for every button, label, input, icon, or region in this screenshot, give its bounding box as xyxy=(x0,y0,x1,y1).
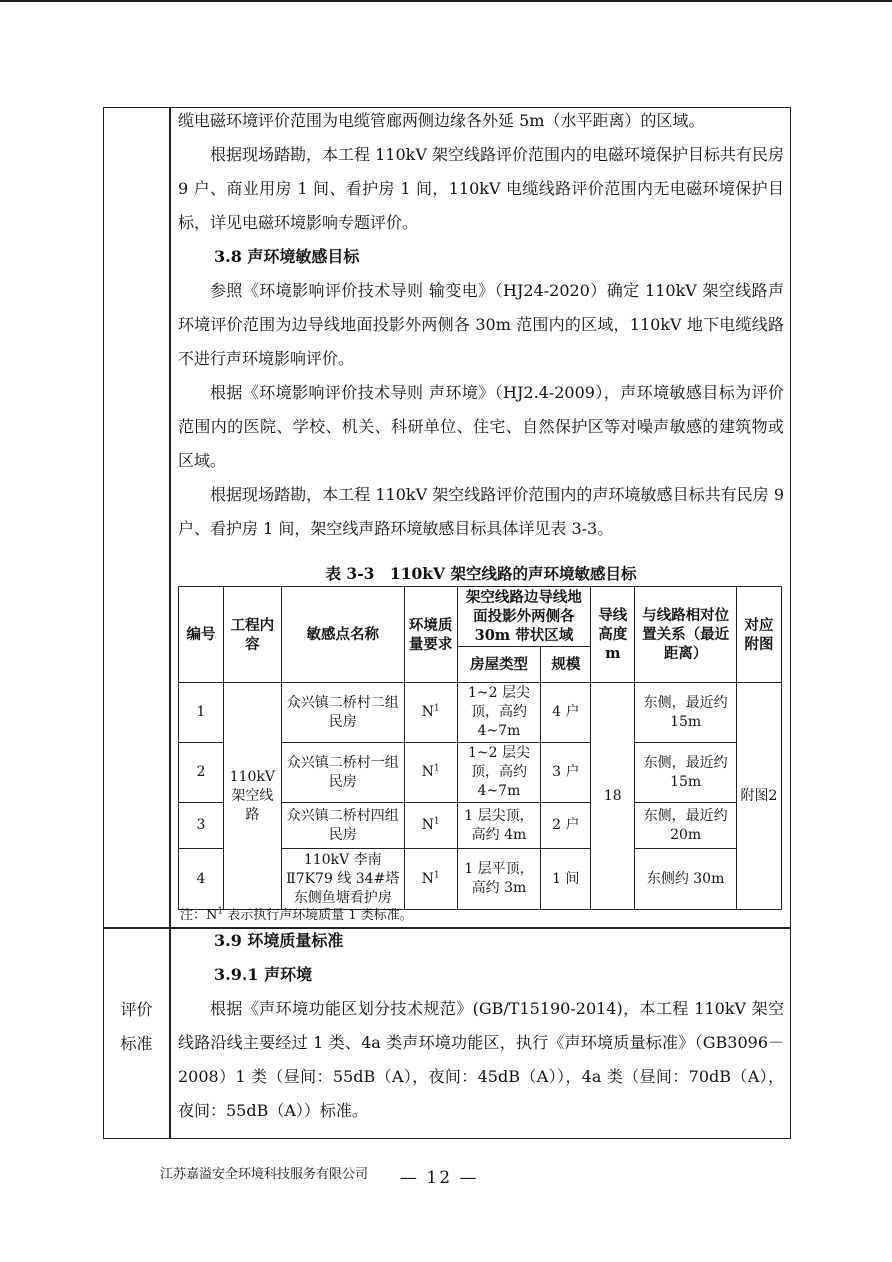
cell-project: 110kV架空线路 xyxy=(223,683,281,910)
cell-figure: 附图2 xyxy=(737,683,782,910)
cell-house-type: 1~2 层尖顶，高约 4~7m xyxy=(457,743,541,803)
header-relation: 与线路相对位置关系（最近距离） xyxy=(635,587,737,683)
cell-relation: 东侧，最近约 15m xyxy=(635,743,737,803)
cell-height: 18 xyxy=(591,683,635,910)
note-sup: 1 xyxy=(217,906,224,917)
cell-relation: 东侧约 30m xyxy=(635,849,737,910)
paragraph-noise-range: 参照《环境影响评价技术导则 输变电》（HJ24-2020）确定 110kV 架空线路声环境评价范围为边导线地面投影外两侧各 30m 范围内的区域，110kV 地下电缆线路不进行声环境影响评价。 xyxy=(178,281,784,368)
cell-house-type: 1 层平顶，高约 3m xyxy=(457,849,541,910)
upper-content xyxy=(178,104,784,546)
cell-scale: 2 户 xyxy=(541,803,591,849)
header-figure: 对应附图 xyxy=(737,587,782,683)
table-title: 表 3-3 110kV 架空线路的声环境敏感目标 xyxy=(325,564,637,583)
cell-relation: 东侧，最近约 20m xyxy=(635,803,737,849)
cell-no: 1 xyxy=(179,683,224,743)
cell-scale: 1 间 xyxy=(541,849,591,910)
section-heading-3-9-1: 3.9.1 声环境 xyxy=(214,965,313,984)
cell-quality xyxy=(404,683,457,743)
quality-base: N xyxy=(421,764,434,780)
header-name: 敏感点名称 xyxy=(281,587,404,683)
cell-house-type: 1~2 层尖顶，高约 4~7m xyxy=(457,683,541,743)
cell-name: 众兴镇二桥村二组民房 xyxy=(281,683,404,743)
page-number: — 12 — xyxy=(400,1168,479,1188)
header-house-type: 房屋类型 xyxy=(457,647,541,683)
quality-sup: 1 xyxy=(433,816,440,827)
note-prefix: 注：N xyxy=(180,908,218,923)
footer-company: 江苏嘉溢安全环境科技服务有限公司 xyxy=(160,1167,369,1182)
paragraph-noise-standard: 根据《声环境功能区划分技术规范》(GB/T15190-2014)，本工程 110kV 架空线路沿线主要经过 1 类、4a 类声环境功能区，执行《声环境质量标准》（GB3096－2008）1 类（昼间：55dB（A），夜间：45dB（A）），4a 类（昼间：70dB（A），夜间：55dB（A））标准。 xyxy=(178,999,784,1120)
section-heading-3-9: 3.9 环境质量标准 xyxy=(214,931,344,950)
note-suffix: 表示执行声环境质量 1 类标准。 xyxy=(223,908,413,923)
paragraph-noise-targets: 根据现场踏勘，本工程 110kV 架空线路评价范围内的声环境敏感目标共有民房 9 户、看护房 1 间，架空线声路环境敏感目标具体详见表 3-3。 xyxy=(178,485,784,538)
side-label-line1: 评价 xyxy=(120,1000,153,1019)
cell-name: 众兴镇二桥村四组民房 xyxy=(281,803,404,849)
quality-sup: 1 xyxy=(433,763,440,774)
cell-house-type: 1 层尖顶，高约 4m xyxy=(457,803,541,849)
side-label-line2: 标准 xyxy=(120,1034,153,1053)
quality-base: N xyxy=(421,870,434,887)
quality-base: N xyxy=(421,817,434,833)
lower-content xyxy=(178,924,784,1128)
cell-no: 4 xyxy=(179,849,224,910)
section-heading-3-8: 3.8 声环境敏感目标 xyxy=(214,247,360,266)
quality-base: N xyxy=(421,704,434,720)
header-scale: 规模 xyxy=(541,647,591,683)
header-band: 架空线路边导线地面投影外两侧各 30m 带状区域 xyxy=(457,587,591,647)
quality-sup: 1 xyxy=(433,869,440,880)
cell-scale: 4 户 xyxy=(541,683,591,743)
header-height: 导线高度m xyxy=(591,587,635,683)
table-row xyxy=(179,683,782,743)
paragraph-em-targets: 根据现场踏勘，本工程 110kV 架空线路评价范围内的电磁环境保护目标共有民房 9 户、商业用房 1 间、看护房 1 间，110kV 电缆线路评价范围内无电磁环境保护目标，详见电磁环境影响专题评价。 xyxy=(178,145,784,232)
paragraph-noise-definition: 根据《环境影响评价技术导则 声环境》（HJ2.4-2009），声环境敏感目标为评价范围内的医院、学校、机关、科研单位、住宅、自然保护区等对噪声敏感的建筑物或区域。 xyxy=(178,383,784,470)
cell-quality xyxy=(404,743,457,803)
cell-name: 110kV 李南Ⅱ7K79 线 34#塔东侧鱼塘看护房 xyxy=(281,849,404,910)
column-divider xyxy=(169,107,171,1139)
paragraph-cable-range: 缆电磁环境评价范围为电缆管廊两侧边缘各外延 5m（水平距离）的区域。 xyxy=(178,111,705,130)
cell-name: 众兴镇二桥村一组民房 xyxy=(281,743,404,803)
header-quality: 环境质量要求 xyxy=(404,587,457,683)
cell-quality xyxy=(404,803,457,849)
table-note xyxy=(180,907,413,925)
row-divider-left xyxy=(103,927,170,929)
cell-no: 3 xyxy=(179,803,224,849)
cell-relation: 东侧，最近约 15m xyxy=(635,683,737,743)
header-no: 编号 xyxy=(179,587,224,683)
sensitive-targets-table xyxy=(178,586,782,910)
header-content: 工程内容 xyxy=(223,587,281,683)
top-rule xyxy=(0,0,892,2)
quality-sup: 1 xyxy=(433,703,440,714)
cell-no: 2 xyxy=(179,743,224,803)
cell-quality xyxy=(404,849,457,910)
cell-scale: 3 户 xyxy=(541,743,591,803)
